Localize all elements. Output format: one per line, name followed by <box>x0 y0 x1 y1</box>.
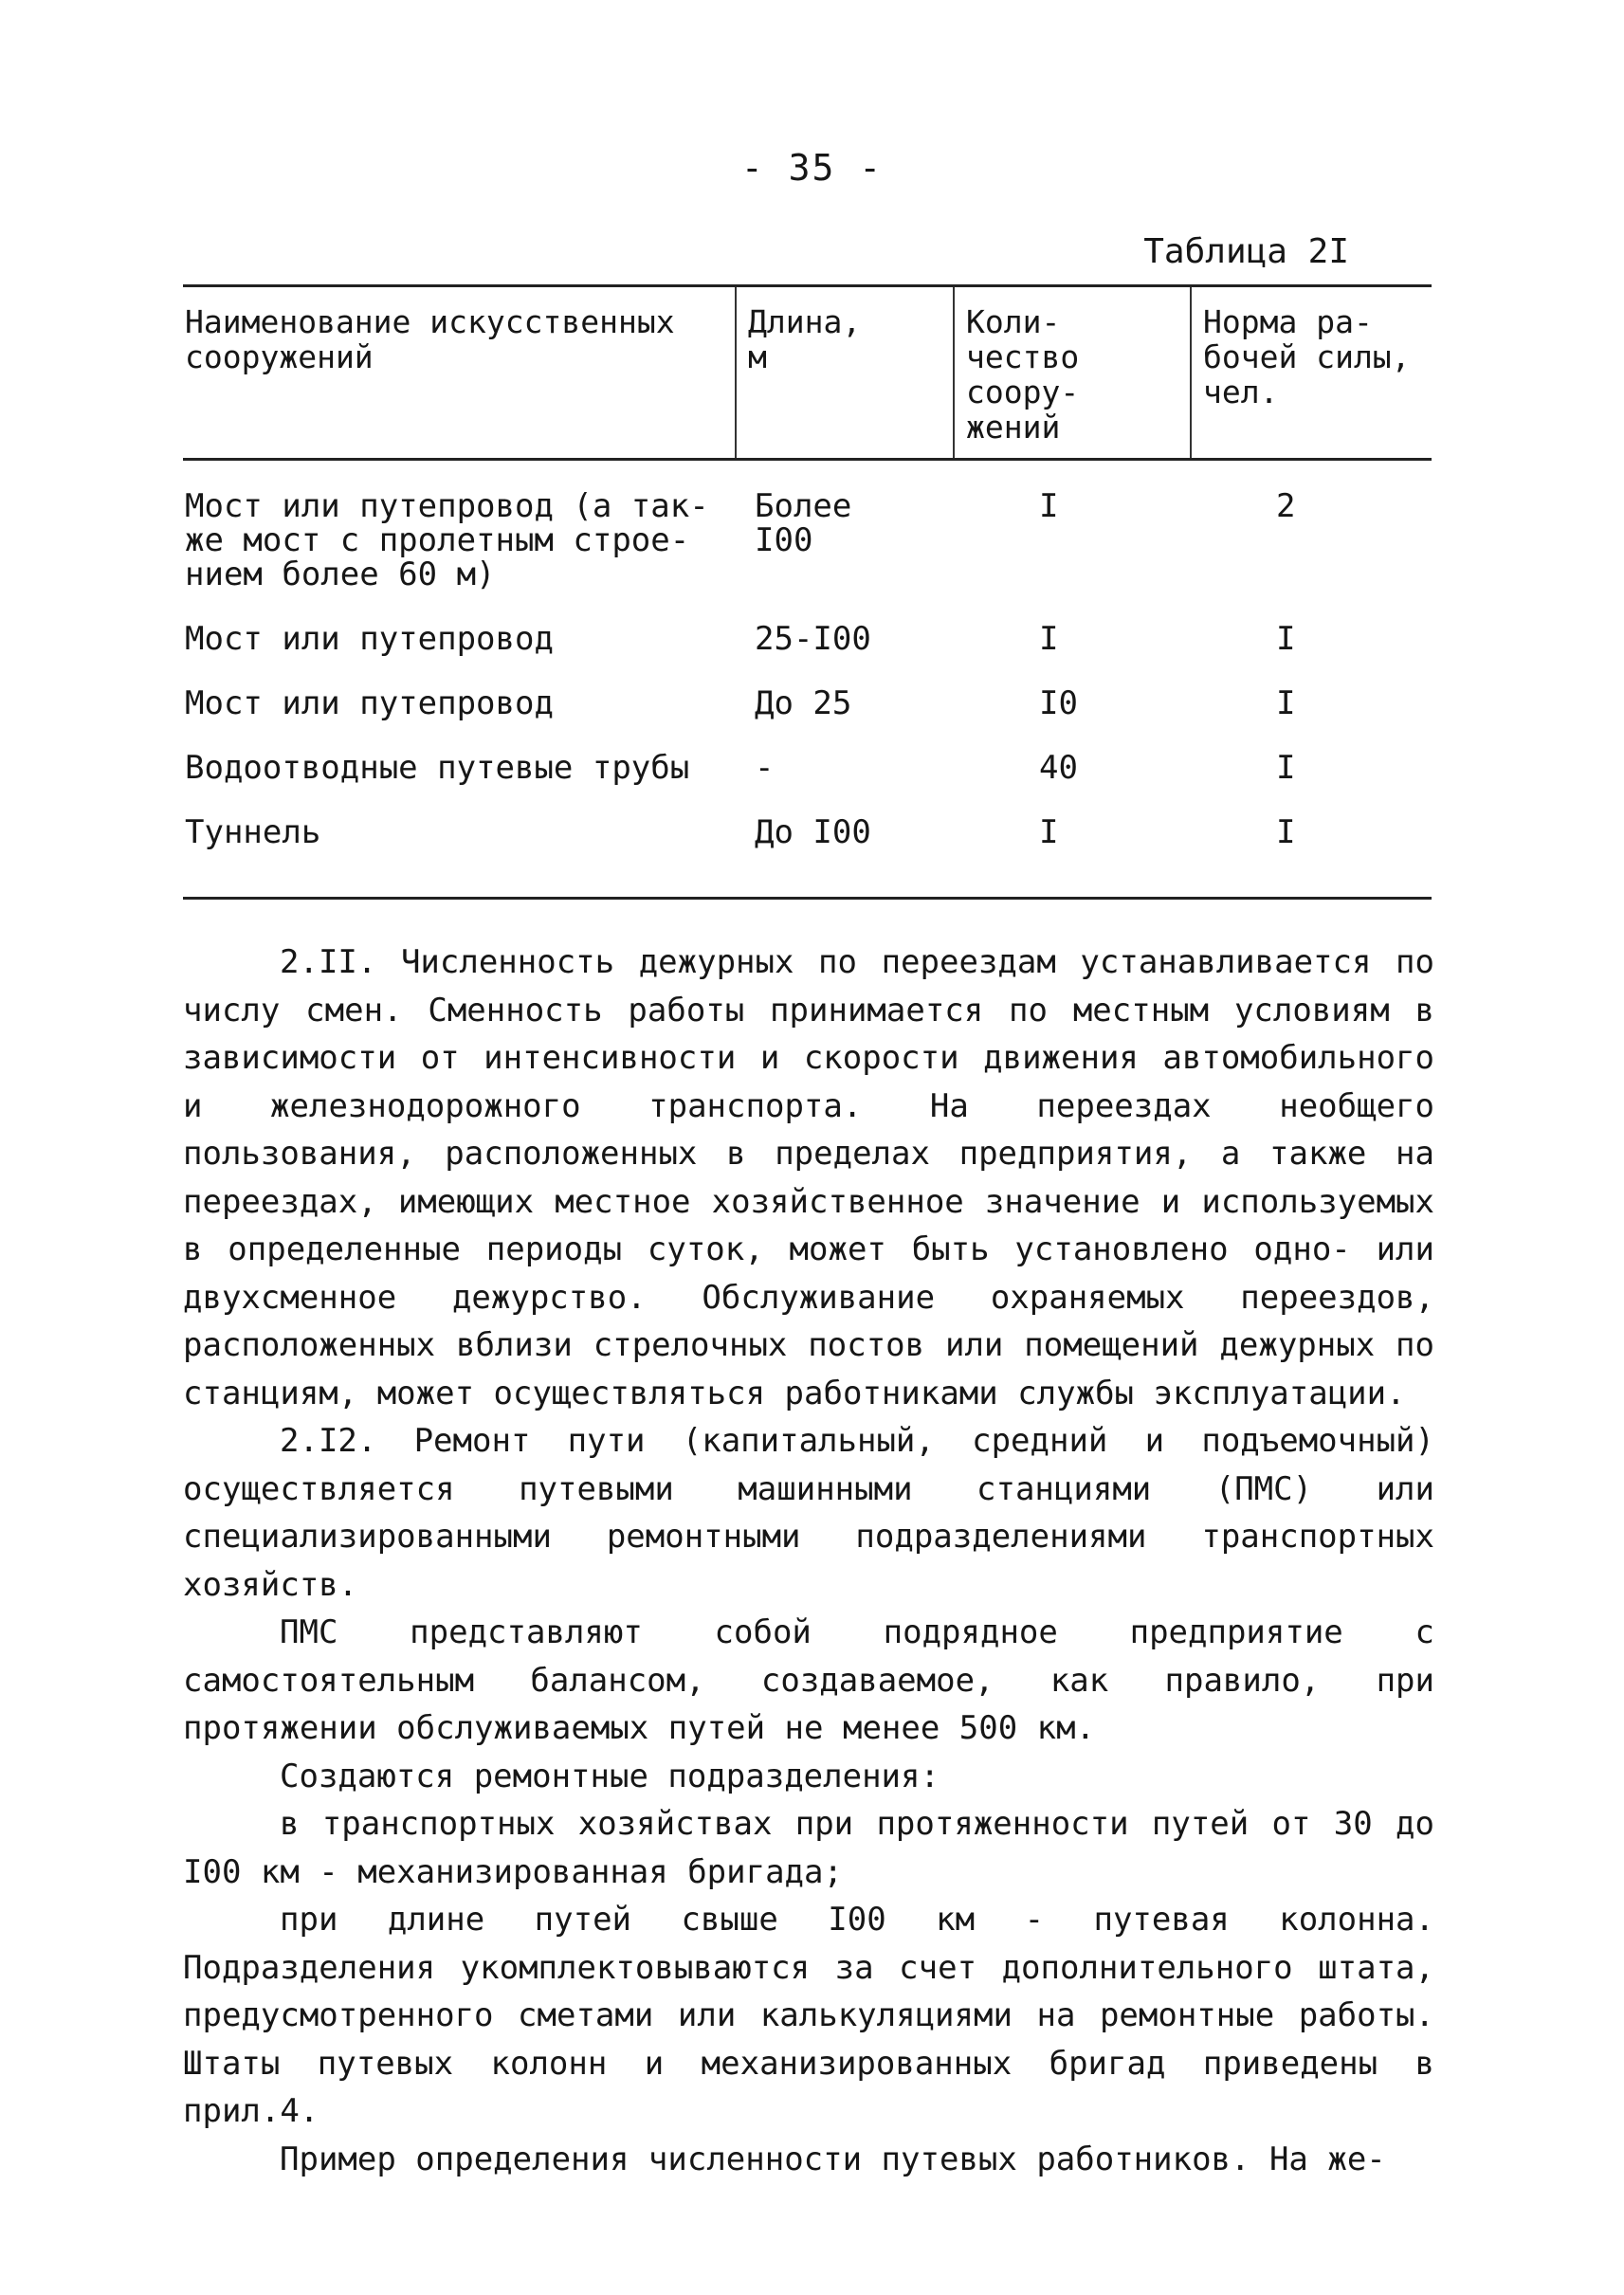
paragraph-track-column: при длине путей свыше I00 км - путевая колонна. Подразделения укомплектовываются за счет дополнительного штата, предусмотренного сметами или калькуляциями на ремонтные работы. Штаты путевых колонн и механизированных бригад приведены в прил.4. <box>183 1901 1434 2130</box>
table-caption: Таблица 2I <box>1143 232 1349 271</box>
body-text <box>183 938 1434 2183</box>
paragraph-2-12: 2.I2. Ремонт пути (капитальный, средний и подъемочный) осуществляется путевыми машинными станциями (ПМС) или специализированными ремонтными подразделениями транспортных хозяйств. <box>183 1422 1434 1604</box>
staffing-norms-table <box>183 284 1432 897</box>
paragraph-mechanized-brigade: в транспортных хозяйствах при протяженности путей от 30 до I00 км - механизированная бригада; <box>183 1805 1434 1891</box>
structures-table <box>183 284 1432 900</box>
table-row <box>183 622 1432 686</box>
cell-norm: 2 <box>1276 487 1296 525</box>
header-structure-name: Наименование искусственных сооружений <box>183 286 736 460</box>
cell-name: Водоотводные путевые трубы <box>185 749 690 787</box>
table-row <box>183 815 1432 897</box>
cell-norm: I <box>1276 620 1296 658</box>
cell-length: Более I00 <box>755 487 852 559</box>
cell-length: До I00 <box>755 813 871 851</box>
cell-length: 25-I00 <box>755 620 871 658</box>
table-row <box>183 686 1432 751</box>
cell-norm: I <box>1276 813 1296 851</box>
paragraph-pms: ПМС представляют собой подрядное предприятие с самостоятельным балансом, создаваемое, как правило, при протяжении обслуживаемых путей не менее 500 км. <box>183 1613 1434 1747</box>
cell-count: I <box>1039 620 1059 658</box>
cell-count: 40 <box>1039 749 1078 787</box>
cell-length: До 25 <box>755 684 852 722</box>
paragraph-repair-units: Создаются ремонтные подразделения: <box>280 1757 940 1795</box>
page-number: - 35 - <box>740 147 884 189</box>
cell-name: Туннель <box>185 813 321 851</box>
header-count: Коли- чество соору- жений <box>954 286 1191 460</box>
cell-count: I <box>1039 813 1059 851</box>
cell-count: I <box>1039 487 1059 525</box>
table-header-row <box>183 286 1432 460</box>
cell-norm: I <box>1276 684 1296 722</box>
header-workforce-norm: Норма ра- бочей силы, чел. <box>1191 286 1432 460</box>
paragraph-example: Пример определения численности путевых работников. На же- <box>280 2140 1386 2178</box>
cell-count: I0 <box>1039 684 1078 722</box>
header-length: Длина, м <box>736 286 954 460</box>
paragraph-2-11: 2.II. Численность дежурных по переездам устанавливается по числу смен. Сменность работы принимается по местным условиям в зависимости от интенсивности и скорости движения автомобильного и железнодорожного транспорта. На переездах необщего пользования, расположенных в пределах предприятия, а также на переездах, имеющих местное хозяйственное значение и используемых в определенные периоды суток, может быть установлено одно- или двухсменное дежурство. Обслуживание охраняемых переездов, расположенных вблизи стрелочных постов или помещений дежурных по станциям, может осуществляться работниками службы эксплуатации. <box>183 943 1434 1412</box>
cell-name: Мост или путепровод <box>185 620 554 658</box>
table-bottom-rule <box>183 897 1432 900</box>
table-row <box>183 751 1432 815</box>
cell-name: Мост или путепровод <box>185 684 554 722</box>
table-row <box>183 460 1432 623</box>
cell-name: Мост или путепровод (а так- же мост с пролетным строе- нием более 60 м) <box>185 487 709 593</box>
cell-length: - <box>755 749 775 787</box>
cell-norm: I <box>1276 749 1296 787</box>
